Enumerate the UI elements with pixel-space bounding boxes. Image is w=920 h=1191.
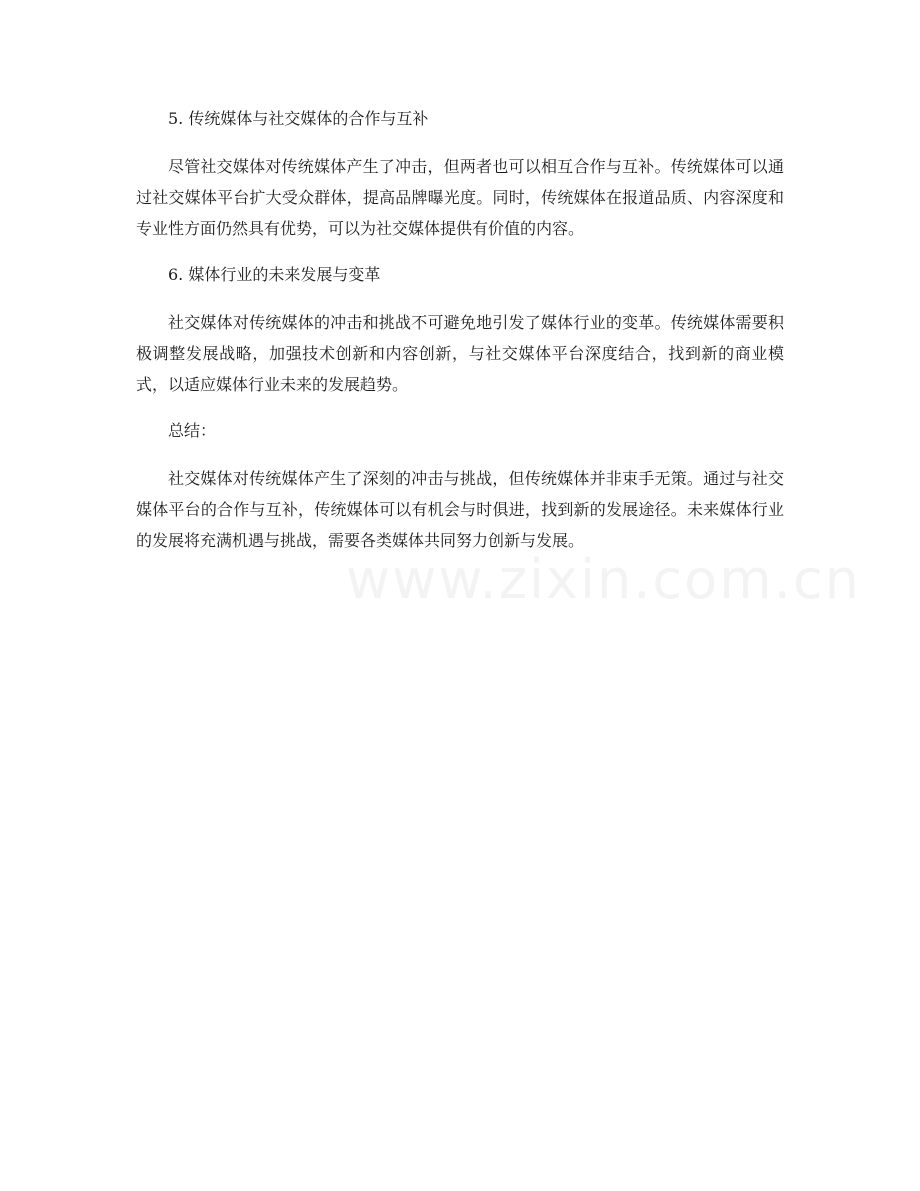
watermark: www.zixin.com.cn bbox=[346, 548, 861, 611]
summary-paragraph: 社交媒体对传统媒体产生了深刻的冲击与挑战，但传统媒体并非束手无策。通过与社交媒体平台的合作与互补，传统媒体可以有机会与时俱进，找到新的发展途径。未来媒体行业的发展将充满机遇与挑战，需要各类媒体共同努力创新与发展。 bbox=[136, 469, 784, 550]
section-heading-5: 5. 传统媒体与社交媒体的合作与互补 bbox=[168, 109, 429, 128]
section-heading-6: 6. 媒体行业的未来发展与变革 bbox=[168, 265, 381, 284]
document-body bbox=[136, 103, 784, 571]
section-paragraph-5: 尽管社交媒体对传统媒体产生了冲击，但两者也可以相互合作与互补。传统媒体可以通过社交媒体平台扩大受众群体，提高品牌曝光度。同时，传统媒体在报道品质、内容深度和专业性方面仍然具有优势，可以为社交媒体提供有价值的内容。 bbox=[136, 157, 784, 238]
section-paragraph-6: 社交媒体对传统媒体的冲击和挑战不可避免地引发了媒体行业的变革。传统媒体需要积极调整发展战略，加强技术创新和内容创新，与社交媒体平台深度结合，找到新的商业模式，以适应媒体行业未来的发展趋势。 bbox=[136, 313, 784, 394]
summary-heading: 总结： bbox=[168, 421, 217, 440]
